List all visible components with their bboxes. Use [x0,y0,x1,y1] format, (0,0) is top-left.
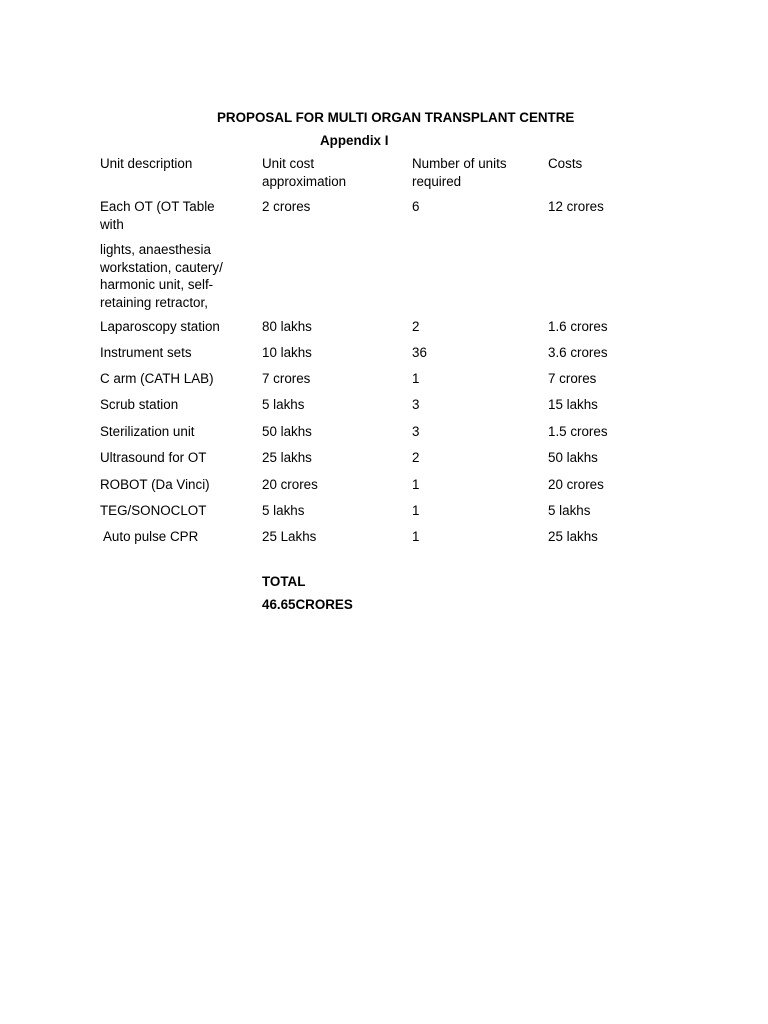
cost-cell: 12 crores [548,199,604,214]
column-header [100,155,192,173]
units-required-cell: 3 [412,424,420,439]
cost-cell: 15 lakhs [548,397,598,412]
unit-cost-cell: 5 lakhs [262,397,305,412]
unit-description-cell-line: Auto pulse CPR [100,529,199,544]
cost-cell: 1.5 crores [548,424,608,439]
unit-description-cell-line: ROBOT (Da Vinci) [100,477,210,492]
unit-description-cell-line: lights, anaesthesia [100,242,211,257]
column-header-line: Costs [548,156,583,171]
unit-description-cell-line: with [100,216,124,232]
cost-cell: 1.6 crores [548,319,608,334]
unit-description-cell-line: C arm (CATH LAB) [100,371,214,386]
unit-cost-cell: 7 crores [262,371,311,386]
unit-description-cell-line: Instrument sets [100,345,192,360]
unit-description-cell-line: retaining retractor, [100,294,208,310]
cost-cell: 50 lakhs [548,450,598,465]
unit-cost-cell: 10 lakhs [262,345,312,360]
unit-description-cell [100,396,178,414]
unit-description-cell [100,318,220,336]
unit-cost-cell: 20 crores [262,477,318,492]
unit-cost-cell: 50 lakhs [262,424,312,439]
unit-description-cell [100,370,214,388]
total-value: 46.65CRORES [262,597,353,612]
total-label: TOTAL [262,574,306,589]
units-required-cell: 2 [412,450,420,465]
unit-cost-cell: 25 Lakhs [262,529,317,544]
cost-cell: 7 crores [548,371,597,386]
unit-description-cell [100,241,223,311]
units-required-cell: 1 [412,371,420,386]
appendix-heading: Appendix I [320,133,389,148]
unit-description-cell [100,449,206,467]
column-header [412,155,507,190]
column-header [262,155,346,190]
cost-cell: 3.6 crores [548,345,608,360]
unit-description-cell-line: Ultrasound for OT [100,450,207,465]
unit-cost-cell: 2 crores [262,199,311,214]
unit-description-cell-line: Scrub station [100,397,179,412]
units-required-cell: 36 [412,345,427,360]
unit-description-cell-line: Laparoscopy station [100,319,220,334]
unit-description-cell-line: TEG/SONOCLOT [100,503,207,518]
unit-cost-cell: 5 lakhs [262,503,305,518]
column-header [548,155,582,173]
column-header-line: Number of units [412,156,507,171]
unit-cost-cell: 80 lakhs [262,319,312,334]
units-required-cell: 1 [412,529,420,544]
cost-cell: 20 crores [548,477,604,492]
units-required-cell: 2 [412,319,420,334]
unit-description-cell-line: Each OT (OT Table [100,199,215,214]
cost-cell: 5 lakhs [548,503,591,518]
column-header-line: required [412,173,462,189]
column-header-line: Unit description [100,156,193,171]
units-required-cell: 1 [412,477,420,492]
units-required-cell: 3 [412,397,420,412]
unit-cost-cell: 25 lakhs [262,450,312,465]
unit-description-cell-line: workstation, cautery/ [100,259,223,275]
column-header-line: Unit cost [262,156,315,171]
unit-description-cell-line: harmonic unit, self- [100,277,214,292]
unit-description-cell [100,198,215,233]
unit-description-cell-line: Sterilization unit [100,424,195,439]
units-required-cell: 6 [412,199,420,214]
unit-description-cell [100,502,206,520]
unit-description-cell [100,344,192,362]
unit-description-cell [100,528,198,546]
cost-cell: 25 lakhs [548,529,598,544]
unit-description-cell [100,423,195,441]
unit-description-cell [100,476,210,494]
column-header-line: approximation [262,173,347,189]
document-title: PROPOSAL FOR MULTI ORGAN TRANSPLANT CENTRE [217,110,575,125]
units-required-cell: 1 [412,503,420,518]
